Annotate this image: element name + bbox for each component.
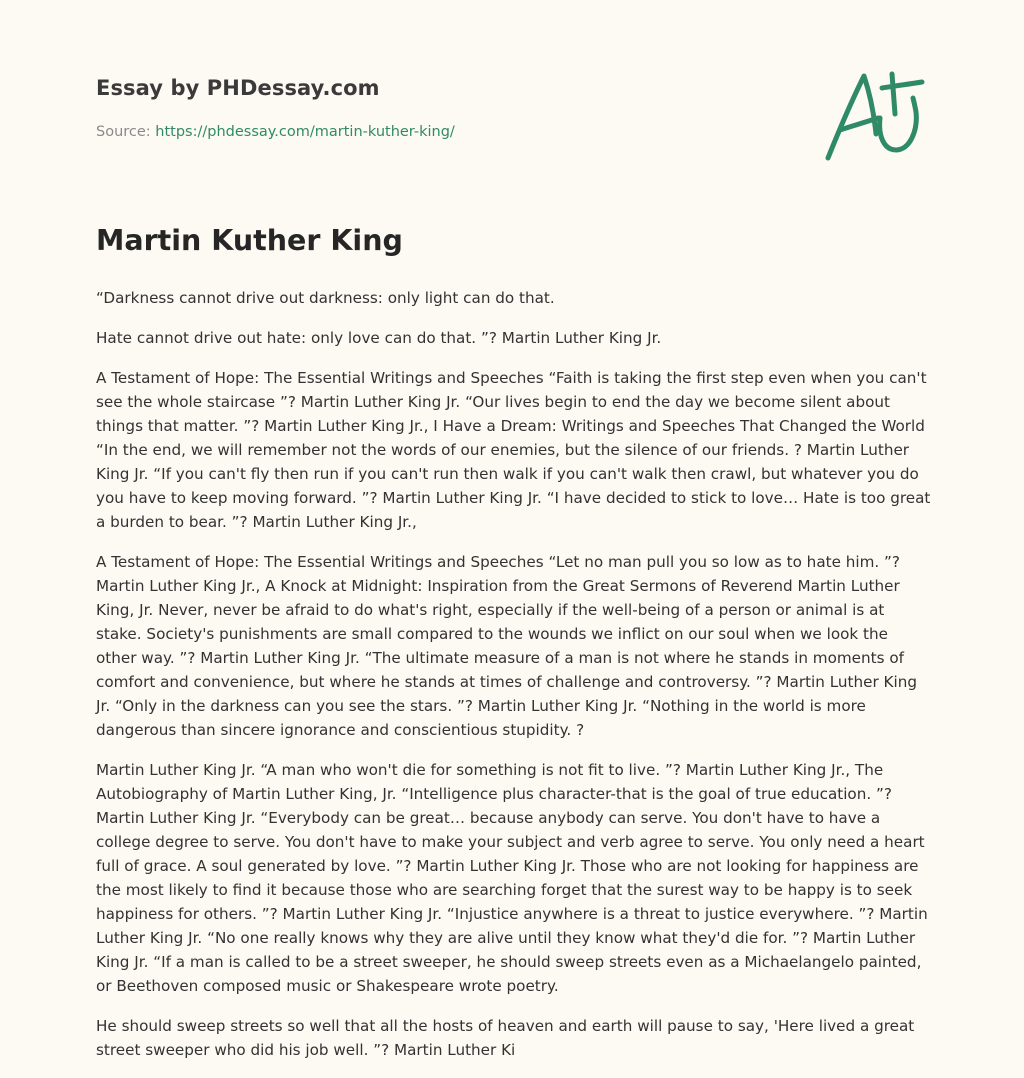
essay-paragraph: He should sweep streets so well that all the hosts of heaven and earth will pause to say, 'Here lived a great street sweeper who did his job well. ”? Martin Luther Ki (96, 1017, 915, 1059)
a-plus-grade-icon (818, 64, 930, 168)
source-label: Source: (96, 124, 151, 140)
essay-paragraph: Martin Luther King Jr. “A man who won't die for something is not fit to live. ”? Martin Luther King Jr., The Autobiography of Martin Luther King, Jr. “Intelligence plus character-that is the goal of true education. ”? Martin Luther King Jr. “Everybody can be great… because anybody can serve. You don't have to have a college degree to serve. You don't have to make your subject and verb agree to serve. You only need a heart full of grace. A soul generated by love. ”? Martin Luther King Jr. Those who are not looking for happiness are the most likely to find it because those who are searching forget that the surest way to be happy is to seek happiness for others. ”? Martin Luther King Jr. “Injustice anywhere is a threat to justice everywhere. ”? Martin Luther King Jr. “No one really knows why they are alive until they know what they'd die for. ”? Martin Luther King Jr. “If a man is called to be a street sweeper, he should sweep streets even as a Michaelangelo painted, or Beethoven composed music or Shakespeare wrote poetry. (96, 761, 928, 995)
source-link[interactable]: https://phdessay.com/martin-kuther-king/ (155, 124, 455, 140)
essay-title: Martin Kuther King (96, 224, 403, 257)
source-line (96, 124, 455, 140)
essay-paragraph: Hate cannot drive out hate: only love can do that. ”? Martin Luther King Jr. (96, 329, 662, 347)
site-brand: Essay by PHDessay.com (96, 76, 380, 100)
essay-body (96, 286, 932, 1078)
essay-paragraph: “Darkness cannot drive out darkness: only light can do that. (96, 289, 555, 307)
essay-paragraph: A Testament of Hope: The Essential Writings and Speeches “Let no man pull you so low as to hate him. ”? Martin Luther King Jr., A Knock at Midnight: Inspiration from the Great Sermons of Reverend Martin Luther King, Jr. Never, never be afraid to do what's right, especially if the well-being of a person or animal is at stake. Society's punishments are small compared to the wounds we inflict on our soul when we look the other way. ”? Martin Luther King Jr. “The ultimate measure of a man is not where he stands in moments of comfort and convenience, but where he stands at times of challenge and controversy. ”? Martin Luther King Jr. “Only in the darkness can you see the stars. ”? Martin Luther King Jr. “Nothing in the world is more dangerous than sincere ignorance and conscientious stupidity. ? (96, 553, 917, 739)
essay-paragraph: A Testament of Hope: The Essential Writings and Speeches “Faith is taking the first step even when you can't see the whole staircase ”? Martin Luther King Jr. “Our lives begin to end the day we become silent about things that matter. ”? Martin Luther King Jr., I Have a Dream: Writings and Speeches That Changed the World “In the end, we will remember not the words of our enemies, but the silence of our friends. ? Martin Luther King Jr. “If you can't fly then run if you can't run then walk if you can't walk then crawl, but whatever you do you have to keep moving forward. ”? Martin Luther King Jr. “I have decided to stick to love… Hate is too great a burden to bear. ”? Martin Luther King Jr., (96, 369, 931, 531)
